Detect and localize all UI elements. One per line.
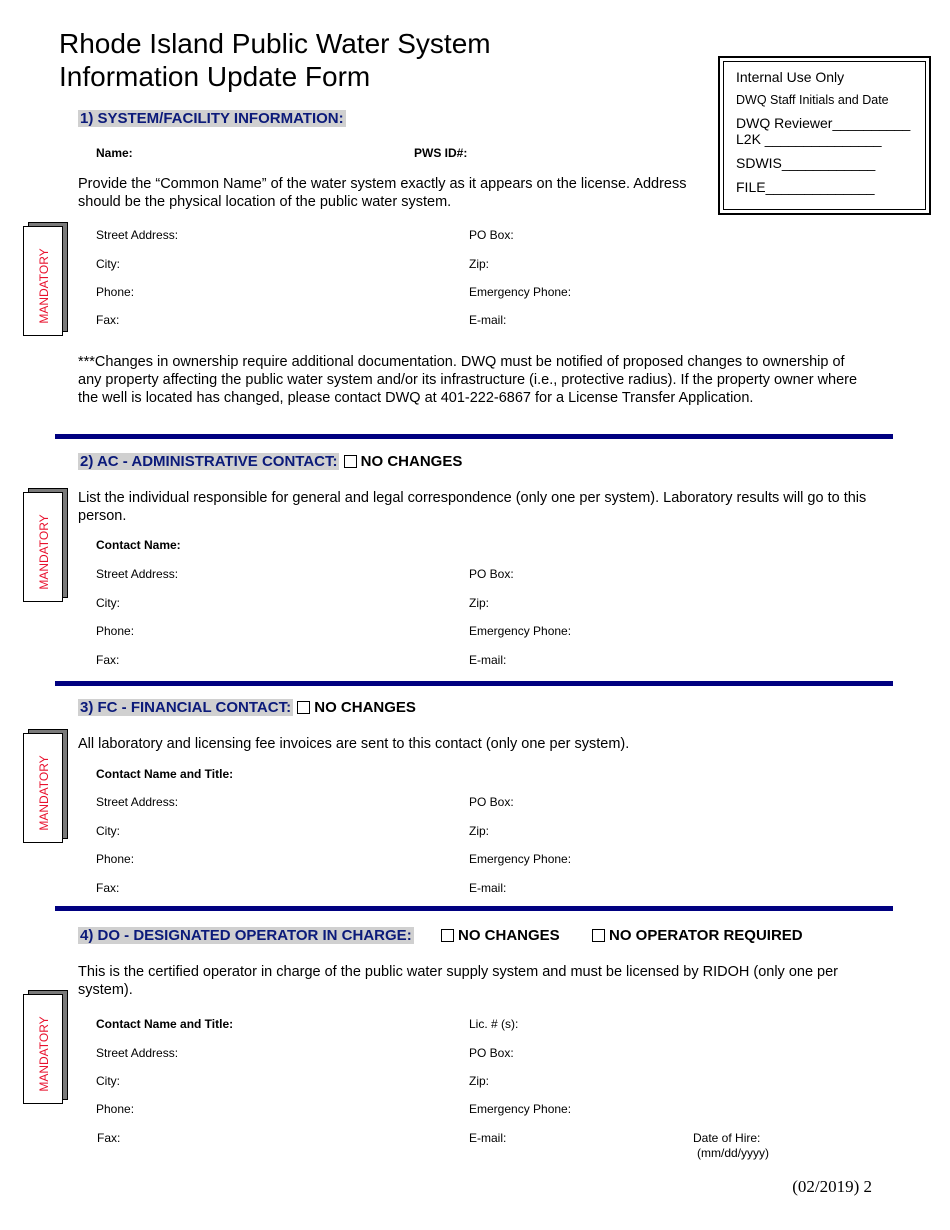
s2-phone-label: Phone:: [96, 624, 135, 638]
s4-date-of-hire-label: Date of Hire:: [693, 1131, 761, 1145]
s4-phone-label: Phone:: [96, 1102, 135, 1116]
title-line-1: Rhode Island Public Water System: [59, 28, 491, 59]
s3-no-changes-label: NO CHANGES: [314, 699, 416, 716]
s4-zip-label: Zip:: [469, 1074, 490, 1088]
s3-pobox-label: PO Box:: [469, 795, 514, 809]
mandatory-tab-2: [23, 488, 63, 602]
s3-phone-label: Phone:: [96, 852, 135, 866]
s4-no-changes-label: NO CHANGES: [458, 927, 560, 944]
s2-contact-name-label: Contact Name:: [96, 538, 181, 552]
reviewer-field[interactable]: DWQ Reviewer__________: [736, 115, 911, 131]
s2-pobox-label: PO Box:: [469, 567, 514, 581]
s4-date-format-hint: (mm/dd/yyyy): [697, 1146, 769, 1160]
s3-email-label: E-mail:: [469, 881, 507, 895]
mandatory-tab-1: [23, 222, 63, 336]
mandatory-tab-4: [23, 990, 63, 1104]
s4-no-operator-checkbox[interactable]: [592, 929, 605, 942]
s4-fax-label: Fax:: [97, 1131, 121, 1145]
s4-lic-label: Lic. # (s):: [469, 1017, 519, 1031]
pwsid-label: PWS ID#:: [414, 146, 468, 160]
mandatory-label: MANDATORY: [37, 755, 51, 831]
mandatory-label: MANDATORY: [37, 248, 51, 324]
staff-initials-label: DWQ Staff Initials and Date: [736, 93, 889, 107]
s4-email-label: E-mail:: [469, 1131, 507, 1145]
sdwis-field[interactable]: SDWIS____________: [736, 155, 876, 171]
section2-instructions: List the individual responsible for general and legal correspondence (only one per system). Laboratory results will go to this person.: [78, 490, 867, 524]
s3-contact-name-label: Contact Name and Title:: [96, 767, 234, 781]
s1-phone-label: Phone:: [96, 285, 135, 299]
mandatory-label: MANDATORY: [37, 1016, 51, 1092]
s2-emergency-label: Emergency Phone:: [469, 624, 572, 638]
mandatory-label: MANDATORY: [37, 514, 51, 590]
s1-fax-label: Fax:: [96, 313, 120, 327]
section-divider: [55, 434, 893, 439]
internal-use-title: Internal Use Only: [736, 69, 845, 85]
s4-no-operator-option: [592, 927, 803, 944]
mandatory-tab-3: [23, 729, 63, 843]
s3-emergency-label: Emergency Phone:: [469, 852, 572, 866]
s4-street-label: Street Address:: [96, 1046, 179, 1060]
s4-contact-name-label: Contact Name and Title:: [96, 1017, 234, 1031]
s4-city-label: City:: [96, 1074, 120, 1088]
section4-instructions: This is the certified operator in charge of the public water supply system and must be licensed by RIDOH (only one per system).: [78, 964, 839, 998]
s2-city-label: City:: [96, 596, 120, 610]
file-field[interactable]: FILE______________: [736, 179, 875, 195]
page-title: [59, 27, 491, 93]
s3-no-changes-checkbox[interactable]: [297, 701, 310, 714]
s4-no-operator-label: NO OPERATOR REQUIRED: [609, 927, 803, 944]
system-name-label: Name:: [96, 146, 133, 160]
section-divider: [55, 906, 893, 911]
title-line-2: Information Update Form: [59, 61, 371, 92]
page-footer: (02/2019) 2: [792, 1177, 872, 1196]
section-divider: [55, 681, 893, 686]
s3-city-label: City:: [96, 824, 120, 838]
section3-instructions: All laboratory and licensing fee invoices are sent to this contact (only one per system).: [78, 736, 630, 752]
s1-zip-label: Zip:: [469, 257, 490, 271]
internal-use-box: [718, 56, 931, 215]
section3-heading: 3) FC - FINANCIAL CONTACT: NO CHANGES: [80, 699, 416, 716]
s2-zip-label: Zip:: [469, 596, 490, 610]
s4-no-changes-checkbox[interactable]: [441, 929, 454, 942]
ownership-note: ***Changes in ownership require additional documentation. DWQ must be notified of proposed changes to ownership of any property affecting the public water system and/or its infrastructure (i.e., protective radius). If the property owner where the well is located has changed, please contact DWQ at 401-222-6867 for a License Transfer Application.: [78, 354, 858, 406]
s1-pobox-label: PO Box:: [469, 228, 514, 242]
s1-city-label: City:: [96, 257, 120, 271]
section2-heading: 2) AC - ADMINISTRATIVE CONTACT: NO CHANGES: [80, 453, 463, 470]
s2-no-changes-label: NO CHANGES: [360, 453, 463, 470]
s2-no-changes-checkbox[interactable]: [344, 455, 357, 468]
s3-fax-label: Fax:: [96, 881, 120, 895]
s1-street-label: Street Address:: [96, 228, 179, 242]
s2-fax-label: Fax:: [96, 653, 120, 667]
s2-email-label: E-mail:: [469, 653, 507, 667]
section1-heading: 1) SYSTEM/FACILITY INFORMATION:: [80, 110, 344, 127]
s4-no-changes-option: [441, 927, 560, 944]
s4-emergency-label: Emergency Phone:: [469, 1102, 572, 1116]
s2-street-label: Street Address:: [96, 567, 179, 581]
s1-email-label: E-mail:: [469, 313, 507, 327]
s3-street-label: Street Address:: [96, 795, 179, 809]
section4-heading: 4) DO - DESIGNATED OPERATOR IN CHARGE:: [80, 927, 412, 944]
section1-instructions: Provide the “Common Name” of the water system exactly as it appears on the license. Address should be the physical location of the public water system.: [78, 176, 687, 210]
l2k-field[interactable]: L2K _______________: [736, 131, 882, 147]
s1-emergency-label: Emergency Phone:: [469, 285, 572, 299]
s4-pobox-label: PO Box:: [469, 1046, 514, 1060]
s3-zip-label: Zip:: [469, 824, 490, 838]
